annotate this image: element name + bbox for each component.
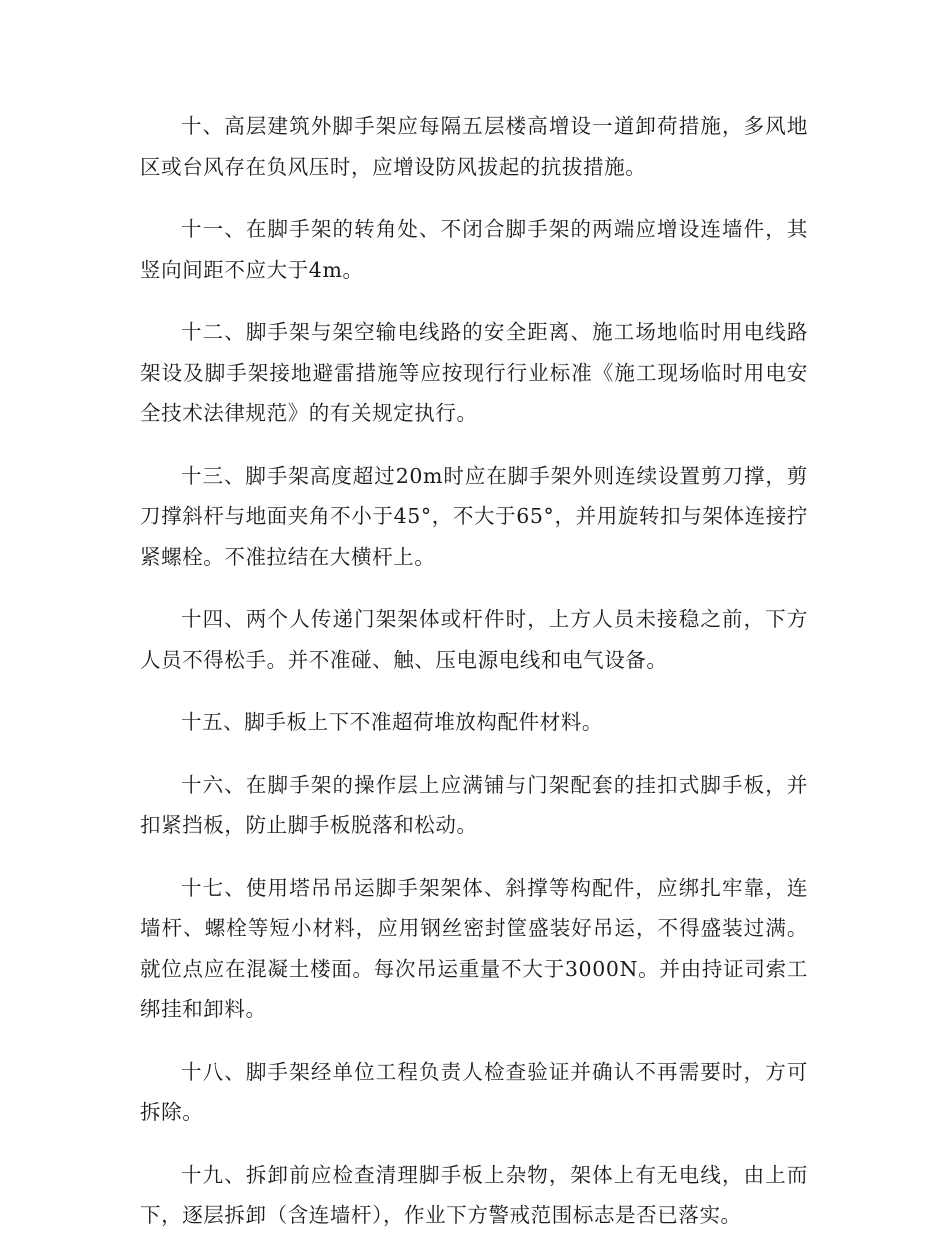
paragraph-13: 十三、脚手架高度超过20m时应在脚手架外则连续设置剪刀撑，剪刀撑斜杆与地面夹角不小于45°，不大于65°，并用旋转扣与架体连接拧紧螺栓。不准拉结在大横杆上。 xyxy=(140,463,808,569)
paragraph-11: 十一、在脚手架的转角处、不闭合脚手架的两端应增设连墙件，其竖向间距不应大于4m。 xyxy=(140,217,808,282)
document-body xyxy=(140,106,808,1258)
paragraph-14: 十四、两个人传递门架架体或杆件时，上方人员未接稳之前，下方人员不得松手。并不准碰、触、压电源电线和电气设备。 xyxy=(140,607,808,672)
paragraph-17: 十七、使用塔吊吊运脚手架架体、斜撑等构配件，应绑扎牢靠，连墙杆、螺栓等短小材料，应用钢丝密封筐盛装好吊运，不得盛装过满。就位点应在混凝土楼面。每次吊运重量不大于3000N。并由持证司索工绑挂和卸料。 xyxy=(140,875,808,1021)
paragraph-19: 十九、拆卸前应检查清理脚手板上杂物，架体上有无电线，由上而下，逐层拆卸（含连墙杆），作业下方警戒范围标志是否已落实。 xyxy=(140,1162,808,1227)
paragraph-12: 十二、脚手架与架空输电线路的安全距离、施工场地临时用电线路架设及脚手架接地避雷措施等应按现行行业标准《施工现场临时用电安全技术法律规范》的有关规定执行。 xyxy=(140,320,808,425)
paragraph-16: 十六、在脚手架的操作层上应满铺与门架配套的挂扣式脚手板，并扣紧挡板，防止脚手板脱落和松动。 xyxy=(140,772,808,837)
paragraph-15: 十五、脚手板上下不准超荷堆放构配件材料。 xyxy=(181,710,603,734)
paragraph-18: 十八、脚手架经单位工程负责人检查验证并确认不再需要时，方可拆除。 xyxy=(140,1059,808,1124)
paragraph-10: 十、高层建筑外脚手架应每隔五层楼高增设一道卸荷措施，多风地区或台风存在负风压时，应增设防风拔起的抗拔措施。 xyxy=(140,114,808,179)
